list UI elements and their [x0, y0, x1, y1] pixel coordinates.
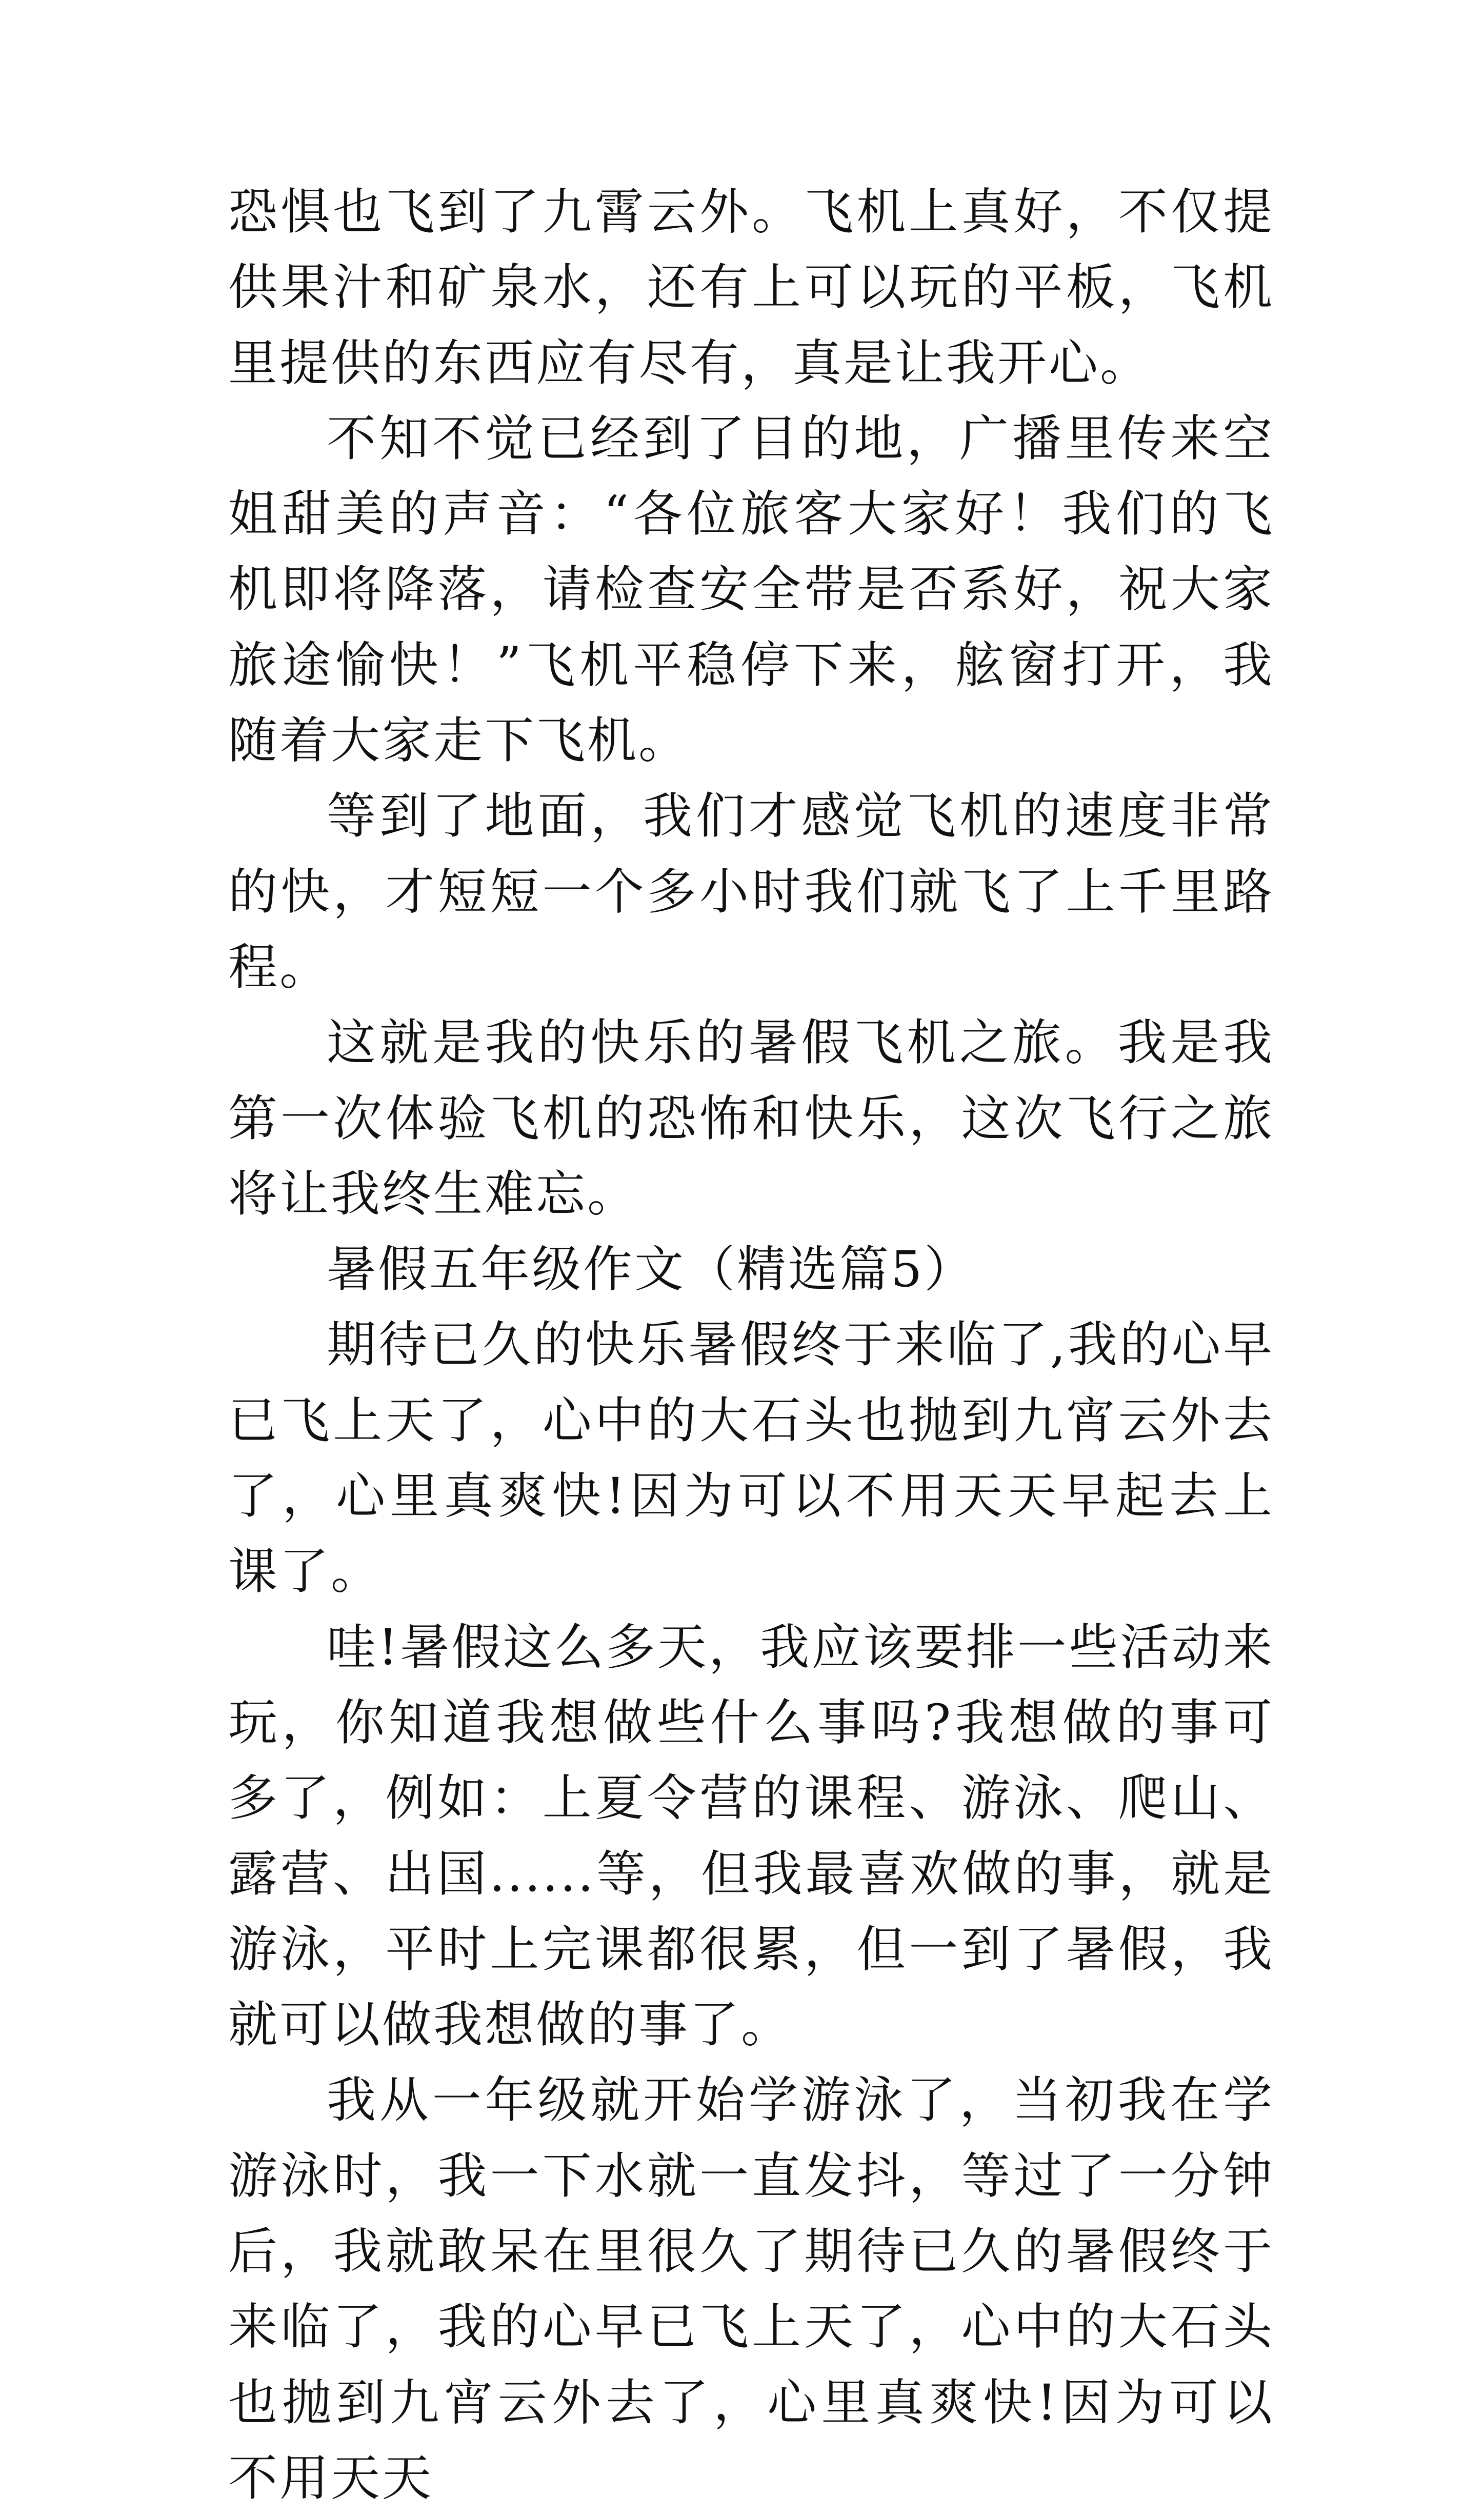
paragraph-3: 等到了地面，我们才感觉飞机的速度非常的快，才短短一个多小时我们就飞了上千里路程。	[228, 787, 1274, 996]
section-heading: 暑假五年级作文（精选篇5）	[327, 1241, 976, 1299]
paragraph-4: 这就是我的快乐的暑假飞机之旅。我是我第一次体验飞机的恐怖和快乐，这次飞行之旅将让我终生难忘。	[228, 1014, 1274, 1223]
paragraph-2: 不知不觉已经到了目的地，广播里传来空姐甜美的声音：“各位旅客大家好！我们的飞机即将降落，请检查安全带是否系好，祝大家旅途愉快！”飞机平稳停下来，舷窗打开，我随着大家走下飞机。	[228, 409, 1274, 770]
paragraph-5: 期待已久的快乐暑假终于来临了,我的心早已飞上天了，心中的大石头也抛到九宵云外去了，心里真爽快!因为可以不用天天早起去上课了。	[228, 1316, 1274, 1601]
paragraph-7: 我从一年级就开始学游泳了，当初我在学游泳时，我一下水就一直发抖，等过了一分钟后，我就敢呆在里很久了期待已久的暑假终于来临了，我的心早已飞上天了，心中的大石头也抛到九宵云外去了，心里真爽快!因为可以不用天天	[228, 2071, 1274, 2507]
paragraph-1: 恐惧也飞到了九霄云外。飞机上真好，不仅提供果汁和矿泉水，还有上可以玩的平板，飞机里提供的东西应有尽有，真是让我开心。	[228, 183, 1274, 392]
document-body	[228, 174, 1274, 2516]
paragraph-6: 哇!暑假这么多天，我应该要排一些活动来玩，你知道我想做些什么事吗?我想做的事可多了，例如：上夏令营的课程、游泳、爬山、露营、出国......等，但我最喜欢做的事，就是游泳，平时上完课都很累，但一到了暑假，我就可以做我想做的事了。	[228, 1618, 1274, 2054]
